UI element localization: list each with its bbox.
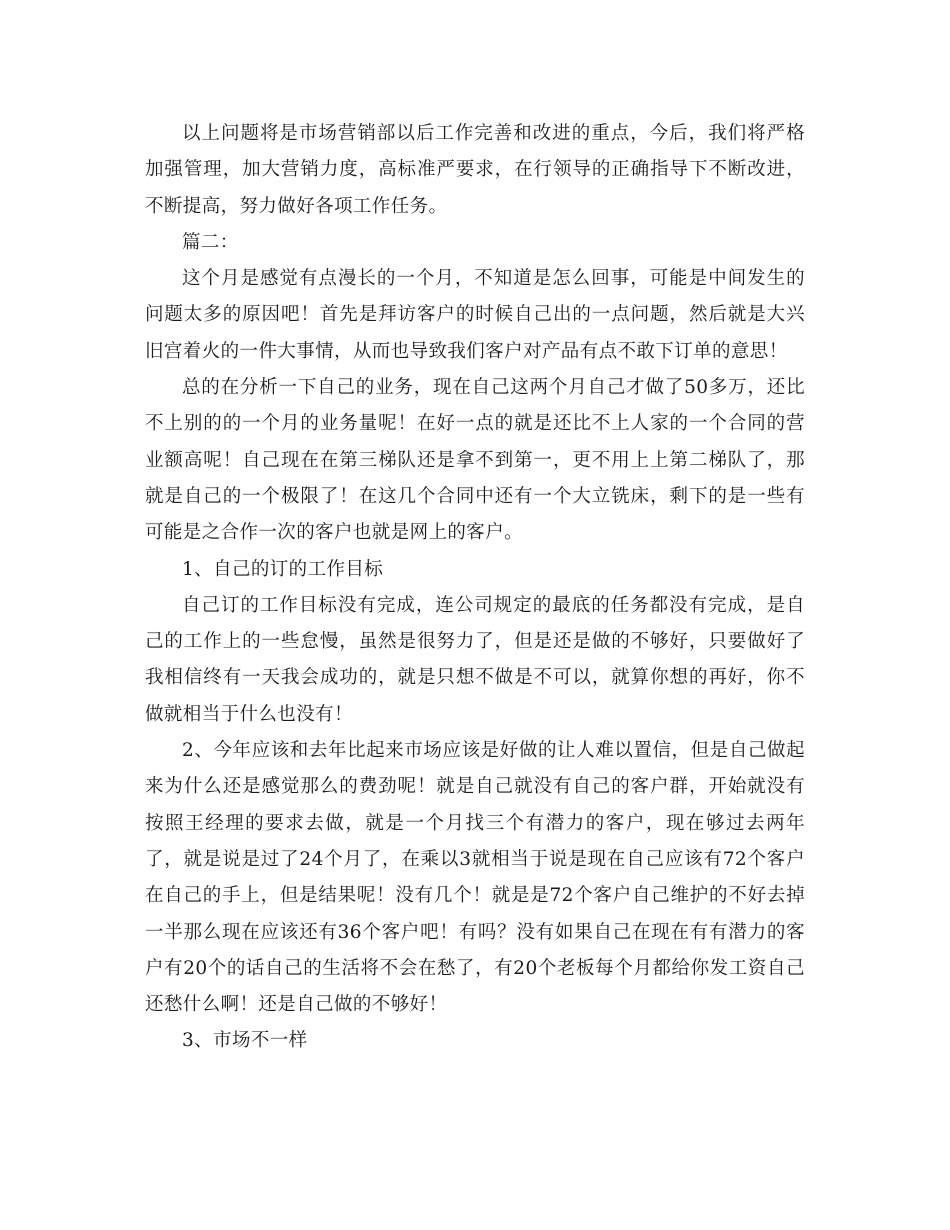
paragraph-work-goal: 自己订的工作目标没有完成，连公司规定的最底的任务都没有完成，是自己的工作上的一些怠慢，虽然是很努力了，但是还是做的不够好，只要做好了我相信终有一天我会成功的，就是只想不做是不可以，就算你想的再好，你不做就相当于什么也没有！ [145,594,805,725]
section-heading-part-two: 篇二： [182,231,239,253]
document-body [145,116,805,1060]
paragraph-conclusion: 以上问题将是市场营销部以后工作完善和改进的重点，今后，我们将严格加强管理，加大营销力度，高标准严要求，在行领导的正确指导下不断改进，不断提高，努力做好各项工作任务。 [145,123,805,217]
heading-market-different: 3、市场不一样 [182,1030,308,1052]
paragraph-market-comparison: 2、今年应该和去年比起来市场应该是好做的让人难以置信，但是自己做起来为什么还是感觉那么的费劲呢！就是自己就没有自己的客户群，开始就没有按照王经理的要求去做，就是一个月找三个有潜力的客户，现在够过去两年了，就是说是过了24个月了，在乘以3就相当于说是现在自己应该有72个客户在自己的手上，但是结果呢！没有几个！就是是72个客户自己维护的不好去掉一半那么现在应该还有36个客户吧！有吗？没有如果自己在现在有有潜力的客户有20个的话自己的生活将不会在愁了，有20个老板每个月都给你发工资自己还愁什么啊！还是自己做的不够好！ [145,740,805,1016]
paragraph-month-summary: 这个月是感觉有点漫长的一个月，不知道是怎么回事，可能是中间发生的问题太多的原因吧！首先是拜访客户的时候自己出的一点问题，然后就是大兴旧宫着火的一件大事情，从而也导致我们客户对产品有点不敢下订单的意思！ [145,268,805,362]
heading-work-goal: 1、自己的订的工作目标 [182,558,384,580]
paragraph-business-analysis: 总的在分析一下自己的业务，现在自己这两个月自己才做了50多万，还比不上别的的一个月的业务量呢！在好一点的就是还比不上人家的一个合同的营业额高呢！自己现在在第三梯队还是拿不到第一，更不用上上第二梯队了，那就是自己的一个极限了！在这几个合同中还有一个大立铣床，剩下的是一些有可能是之合作一次的客户也就是网上的客户。 [145,377,805,544]
